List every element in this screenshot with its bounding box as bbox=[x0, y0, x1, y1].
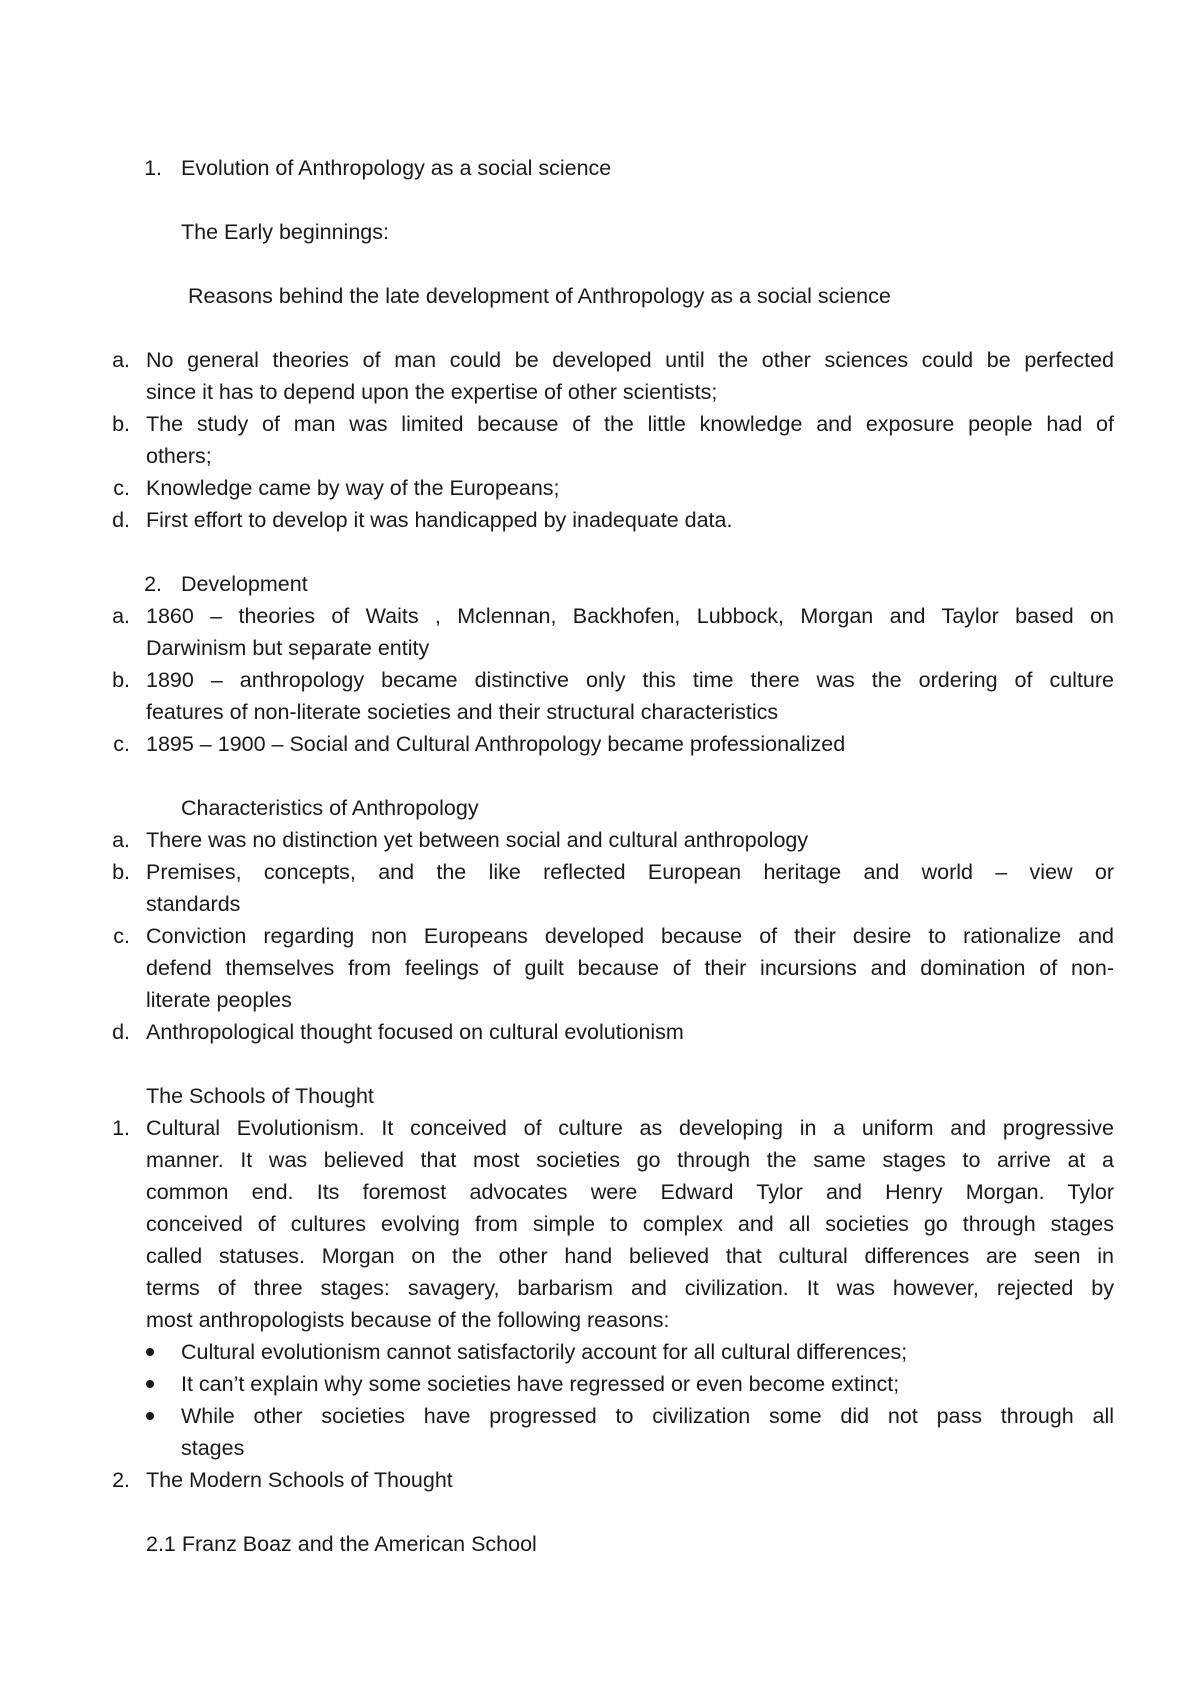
reason-c-marker: c. bbox=[113, 476, 130, 500]
section-1-title: Evolution of Anthropology as a social science bbox=[181, 156, 612, 180]
school-1-text bbox=[146, 1112, 1114, 1336]
school-1-line-7: most anthropologists because of the following reasons: bbox=[146, 1308, 670, 1332]
reason-b-marker: b. bbox=[112, 412, 130, 436]
characteristic-c-text bbox=[146, 920, 1114, 1016]
characteristic-d-marker: d. bbox=[112, 1020, 130, 1044]
school-1-marker: 1. bbox=[112, 1116, 130, 1140]
characteristic-c-line-3: literate peoples bbox=[146, 988, 292, 1012]
reason-c-text: Knowledge came by way of the Europeans; bbox=[146, 476, 560, 500]
reason-d-text: First effort to develop it was handicapped by inadequate data. bbox=[146, 508, 733, 532]
schools-heading: The Schools of Thought bbox=[146, 1084, 374, 1108]
characteristic-b-marker: b. bbox=[112, 860, 130, 884]
bullet-3-line-1: While other societies have progressed to civilization some did not pass through all bbox=[181, 1404, 1114, 1428]
reason-a-marker: a. bbox=[112, 348, 130, 372]
bullet-3-dot bbox=[146, 1412, 154, 1420]
development-a-line-1: 1860 – theories of Waits , Mclennan, Backhofen, Lubbock, Morgan and Taylor based on bbox=[146, 604, 1114, 628]
bullet-2-text: It can’t explain why some societies have regressed or even become extinct; bbox=[181, 1372, 900, 1396]
section-2-number: 2. bbox=[144, 572, 162, 596]
bullet-1-text: Cultural evolutionism cannot satisfactorily account for all cultural differences; bbox=[181, 1340, 908, 1364]
section-2-title: Development bbox=[181, 572, 308, 596]
development-b-line-2: features of non-literate societies and their structural characteristics bbox=[146, 700, 779, 724]
characteristic-c-line-2: defend themselves from feelings of guilt because of their incursions and domination of non- bbox=[146, 956, 1114, 980]
section-1-subtitle: The Early beginnings: bbox=[181, 220, 389, 244]
subsection-heading: 2.1 Franz Boaz and the American School bbox=[146, 1532, 537, 1556]
characteristic-d-text: Anthropological thought focused on cultural evolutionism bbox=[146, 1020, 684, 1044]
school-1-line-2: manner. It was believed that most societies go through the same stages to arrive at a bbox=[146, 1148, 1114, 1172]
bullet-3-line-2: stages bbox=[181, 1436, 245, 1460]
development-b-line-1: 1890 – anthropology became distinctive only this time there was the ordering of culture bbox=[146, 668, 1114, 692]
characteristic-a-text: There was no distinction yet between social and cultural anthropology bbox=[146, 828, 809, 852]
bullet-2-dot bbox=[146, 1380, 154, 1388]
school-1-line-4: conceived of cultures evolving from simple to complex and all societies go through stages bbox=[146, 1212, 1114, 1236]
development-a-marker: a. bbox=[112, 604, 130, 628]
school-1-line-5: called statuses. Morgan on the other hand believed that cultural differences are seen in bbox=[146, 1244, 1114, 1268]
development-c-marker: c. bbox=[113, 732, 130, 756]
reason-a-text bbox=[146, 344, 1114, 408]
development-b-text bbox=[146, 664, 1114, 728]
development-a-line-2: Darwinism but separate entity bbox=[146, 636, 430, 660]
reason-b-text bbox=[146, 408, 1114, 472]
reason-b-line-1: The study of man was limited because of the little knowledge and exposure people had of bbox=[146, 412, 1114, 436]
development-b-marker: b. bbox=[112, 668, 130, 692]
section-1-number: 1. bbox=[144, 156, 162, 180]
school-1-line-6: terms of three stages: savagery, barbarism and civilization. It was however, rejected by bbox=[146, 1276, 1114, 1300]
characteristic-a-marker: a. bbox=[112, 828, 130, 852]
bullet-3-text bbox=[181, 1400, 1114, 1464]
reasons-heading: Reasons behind the late development of Anthropology as a social science bbox=[188, 284, 891, 308]
reason-a-line-1: No general theories of man could be developed until the other sciences could be perfected bbox=[146, 348, 1114, 372]
characteristic-b-line-2: standards bbox=[146, 892, 241, 916]
school-2-marker: 2. bbox=[112, 1468, 130, 1492]
characteristic-c-line-1: Conviction regarding non Europeans developed because of their desire to rationalize and bbox=[146, 924, 1114, 948]
characteristic-b-text bbox=[146, 856, 1114, 920]
characteristic-c-marker: c. bbox=[113, 924, 130, 948]
school-1-line-1: Cultural Evolutionism. It conceived of culture as developing in a uniform and progressive bbox=[146, 1116, 1114, 1140]
reason-a-line-2: since it has to depend upon the expertise of other scientists; bbox=[146, 380, 718, 404]
characteristic-b-line-1: Premises, concepts, and the like reflected European heritage and world – view or bbox=[146, 860, 1114, 884]
development-a-text bbox=[146, 600, 1114, 664]
characteristics-heading: Characteristics of Anthropology bbox=[181, 796, 479, 820]
reason-d-marker: d. bbox=[112, 508, 130, 532]
development-c-text: 1895 – 1900 – Social and Cultural Anthropology became professionalized bbox=[146, 732, 846, 756]
bullet-1-dot bbox=[146, 1348, 154, 1356]
school-1-line-3: common end. Its foremost advocates were Edward Tylor and Henry Morgan. Tylor bbox=[146, 1180, 1114, 1204]
reason-b-line-2: others; bbox=[146, 444, 212, 468]
school-2-text: The Modern Schools of Thought bbox=[146, 1468, 453, 1492]
